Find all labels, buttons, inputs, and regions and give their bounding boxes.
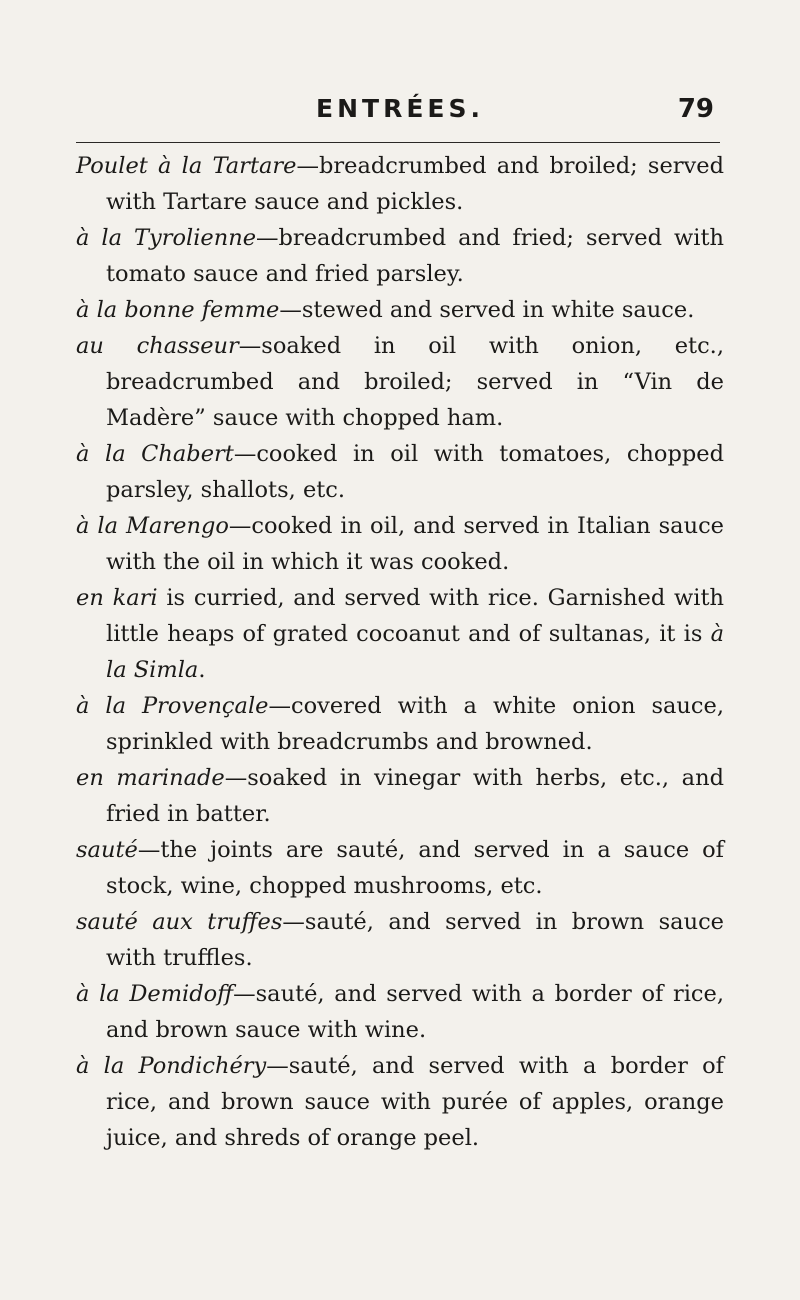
- entry-text: —breadcrumbed and fried; served with tomato sauce and fried parsley.: [106, 225, 724, 287]
- entry-tyrolienne: [76, 220, 724, 292]
- entry-term: en kari: [76, 585, 158, 611]
- entry-text: —stewed and served in white sauce.: [279, 297, 695, 323]
- entry-term: à la Demidoff: [76, 981, 234, 1007]
- entry-text-end: .: [198, 657, 206, 683]
- entry-provencale: [76, 688, 724, 760]
- entry-chabert: [76, 436, 724, 508]
- entry-demidoff: [76, 976, 724, 1048]
- page-header: [80, 94, 720, 134]
- entry-text: —sauté, and served in brown sauce with truffles.: [106, 909, 724, 971]
- entry-term: au chasseur: [76, 333, 239, 359]
- entry-term: sauté aux truffes: [76, 909, 283, 935]
- entry-term: à la bonne femme: [76, 297, 280, 323]
- entry-term: à la Chabert: [76, 441, 234, 467]
- page-number: 79: [677, 94, 714, 124]
- entry-text: —the joints are sauté, and served in a sauce of stock, wine, chopped mushrooms, etc.: [106, 837, 724, 899]
- entry-kari: [76, 580, 724, 688]
- running-title: ENTRÉES.: [316, 94, 484, 123]
- entry-saute: [76, 832, 724, 904]
- entry-text: is curried, and served with rice. Garnished with little heaps of grated cocoanut and of sultanas, it is: [106, 585, 724, 647]
- entry-text: —cooked in oil, and served in Italian sauce with the oil in which it was cooked.: [106, 513, 724, 575]
- entry-text: —cooked in oil with tomatoes, chopped parsley, shallots, etc.: [106, 441, 724, 503]
- entry-chasseur: [76, 328, 724, 436]
- entry-term: à la Tyrolienne: [76, 225, 257, 251]
- entry-text: —soaked in oil with onion, etc., breadcrumbed and broiled; served in “Vin de Madère” sauce with chopped ham.: [106, 333, 724, 431]
- entry-text: —soaked in vinegar with herbs, etc., and fried in batter.: [106, 765, 724, 827]
- entry-saute-truffes: [76, 904, 724, 976]
- header-rule: [76, 142, 720, 143]
- entry-term: à la Marengo: [76, 513, 229, 539]
- entry-marinade: [76, 760, 724, 832]
- entry-term: en marinade: [76, 765, 225, 791]
- entry-term: sauté: [76, 837, 138, 863]
- entries-list: [76, 148, 724, 1156]
- entry-marengo: [76, 508, 724, 580]
- entry-text: —sauté, and served with a border of rice, and brown sauce with purée of apples, orange juice, and shreds of orange peel.: [106, 1053, 725, 1151]
- entry-term: à la Pondichéry: [76, 1053, 267, 1079]
- entry-term: à la Provençale: [76, 693, 269, 719]
- entry-text: —covered with a white onion sauce, sprinkled with breadcrumbs and browned.: [106, 693, 724, 755]
- entry-term: Poulet à la Tartare: [76, 153, 297, 179]
- entry-text: —sauté, and served with a border of rice, and brown sauce with wine.: [106, 981, 725, 1043]
- entry-text: —breadcrumbed and broiled; served with Tartare sauce and pickles.: [106, 153, 724, 215]
- entry-bonne-femme: [76, 292, 724, 328]
- entry-tartare: [76, 148, 724, 220]
- entry-term-simla: à la Simla: [106, 621, 724, 683]
- entry-pondichery: [76, 1048, 724, 1156]
